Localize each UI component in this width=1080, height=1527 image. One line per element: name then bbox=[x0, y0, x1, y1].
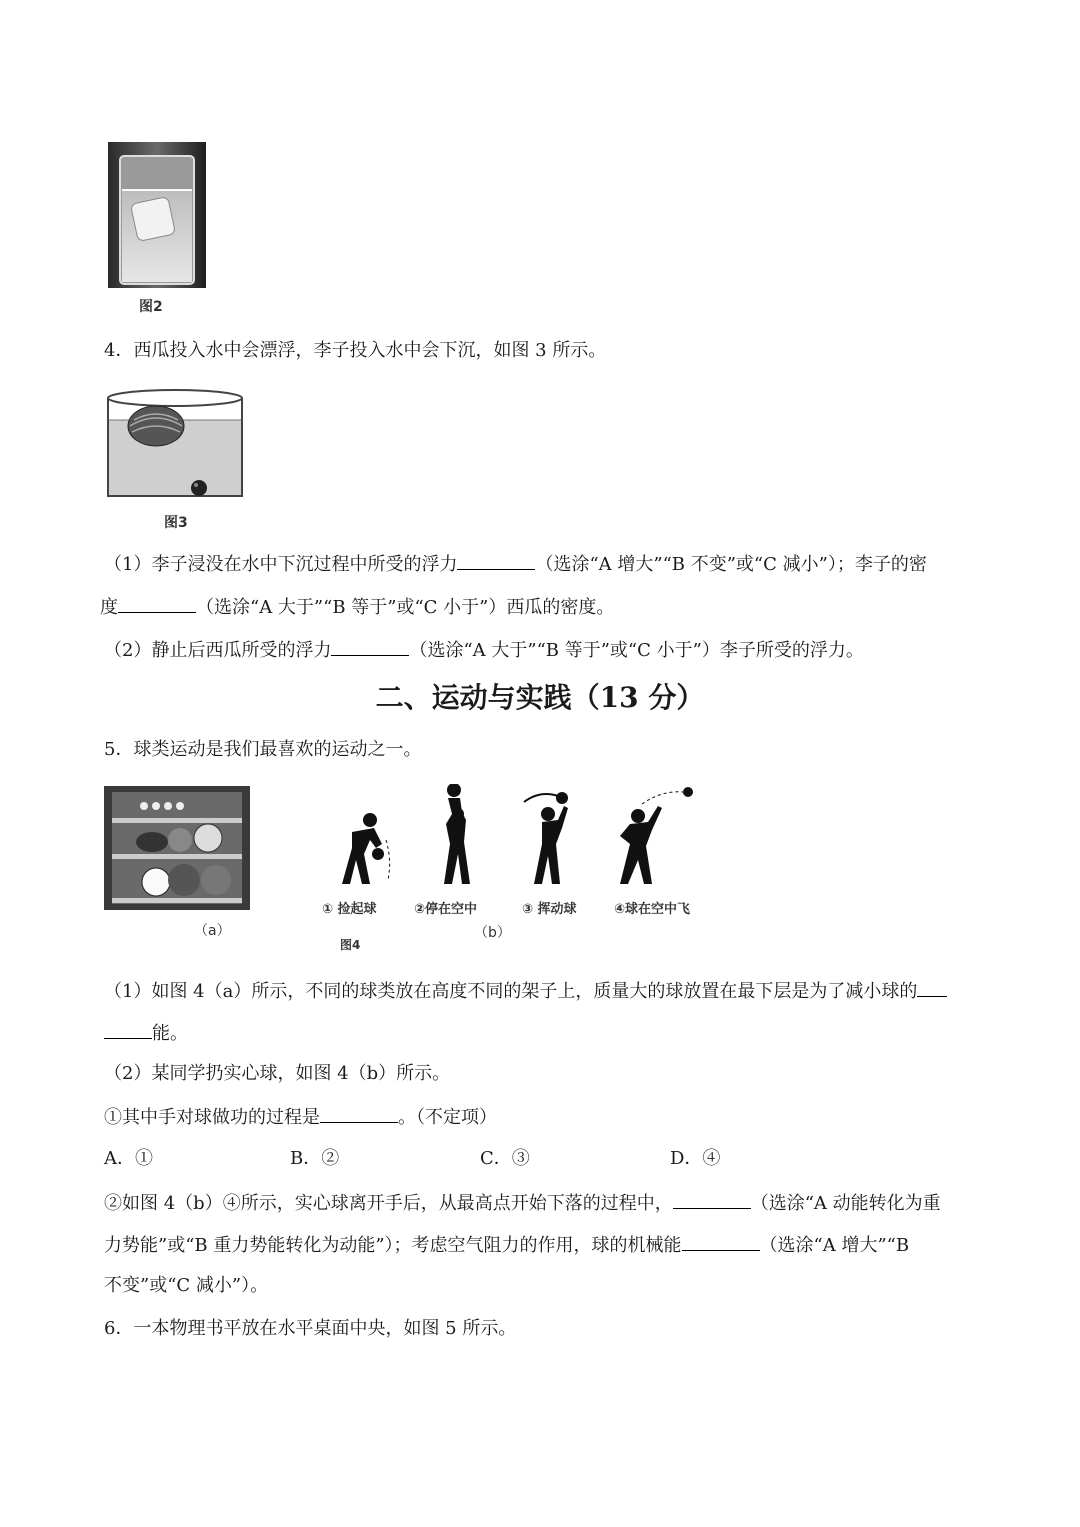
question-5-sub-2-line-3: 不变”或“C 减小”）。 bbox=[104, 1275, 269, 1296]
question-5-stem: 5．球类运动是我们最喜欢的运动之一。 bbox=[104, 739, 422, 760]
question-4-part-1-options-2: （选涂“A 大于”“B 等于”或“C 小于”）西瓜的密度。 bbox=[196, 597, 615, 618]
question-5-sub-2-options-2: （选涂“A 增大”“B bbox=[759, 1235, 910, 1256]
question-5-part-1-line-1 bbox=[104, 978, 947, 1004]
figure-4b-step-4: ④球在空中飞 bbox=[614, 902, 691, 917]
question-5-part-2: （2）某同学扔实心球，如图 4（b）所示。 bbox=[104, 1063, 451, 1084]
section-title: 二、运动与实践（13 分） bbox=[375, 681, 705, 714]
question-4-part-2-options: （选涂“A 大于”“B 等于”或“C 小于”）李子所受的浮力。 bbox=[409, 640, 864, 661]
answer-blank[interactable] bbox=[682, 1232, 760, 1251]
question-5-sub-2-line-1 bbox=[104, 1190, 941, 1216]
question-4-part-2-text: （2）静止后西瓜所受的浮力 bbox=[104, 640, 332, 661]
figure-3-caption: 图3 bbox=[164, 515, 188, 531]
figure-4-caption: 图4 bbox=[340, 938, 361, 952]
question-5-sub-2-options: （选涂“A 动能转化为重 bbox=[750, 1193, 941, 1214]
question-4-part-1-line-2 bbox=[100, 594, 614, 620]
question-5-sub-2-text-cont: 力势能”或“B 重力势能转化为动能”）；考虑空气阻力的作用，球的机械能 bbox=[104, 1235, 682, 1256]
figure-2-caption: 图2 bbox=[139, 299, 163, 315]
question-5-sub-1-text: ①其中手对球做功的过程是 bbox=[104, 1107, 320, 1128]
question-4-part-1-line-1 bbox=[104, 551, 927, 577]
answer-blank-start[interactable] bbox=[917, 978, 947, 997]
question-5-part-1-text-cont: 能。 bbox=[152, 1023, 188, 1044]
question-5-sub-2-text: ②如图 4（b）④所示，实心球离开手后，从最高点开始下落的过程中， bbox=[104, 1193, 673, 1214]
question-5-sub-1-note: 。（不定项） bbox=[398, 1107, 497, 1128]
figure-4b-step-3: ③ 挥动球 bbox=[522, 902, 577, 917]
question-5-sub-1 bbox=[104, 1104, 497, 1130]
figure-4b-label: （b） bbox=[474, 925, 511, 941]
option-a[interactable]: A．① bbox=[104, 1148, 153, 1169]
question-4-part-1-text: （1）李子浸没在水中下沉过程中所受的浮力 bbox=[104, 554, 458, 575]
answer-blank-end[interactable] bbox=[104, 1020, 152, 1039]
option-b[interactable]: B．② bbox=[290, 1148, 340, 1169]
answer-blank[interactable] bbox=[331, 637, 409, 656]
question-5-sub-2-line-2 bbox=[104, 1232, 909, 1258]
question-4-stem: 4．西瓜投入水中会漂浮，李子投入水中会下沉，如图 3 所示。 bbox=[104, 340, 607, 361]
option-d[interactable]: D．④ bbox=[670, 1148, 721, 1169]
question-4-part-1-text-cont: 度 bbox=[100, 597, 118, 618]
question-4-part-2 bbox=[104, 637, 864, 663]
question-4-part-1-options: （选涂“A 增大”“B 不变”或“C 减小”）；李子的密 bbox=[535, 554, 927, 575]
figure-4b-step-2: ②停在空中 bbox=[414, 902, 478, 917]
figure-4b-throw-sequence-image bbox=[312, 784, 722, 896]
figure-4a-shelf-image bbox=[104, 786, 250, 910]
question-6-stem: 6．一本物理书平放在水平桌面中央，如图 5 所示。 bbox=[104, 1318, 517, 1339]
answer-blank[interactable] bbox=[673, 1190, 751, 1209]
figure-2-glass-image bbox=[108, 142, 206, 288]
figure-4b-step-1: ① 捡起球 bbox=[322, 902, 377, 917]
answer-blank[interactable] bbox=[118, 594, 196, 613]
question-5-part-1-line-2 bbox=[104, 1020, 188, 1046]
question-5-part-1-text: （1）如图 4（a）所示，不同的球类放在高度不同的架子上，质量大的球放置在最下层是为了减小球的 bbox=[104, 981, 918, 1002]
figure-3-bowl-image bbox=[104, 380, 246, 506]
answer-blank[interactable] bbox=[320, 1104, 398, 1123]
answer-blank[interactable] bbox=[457, 551, 535, 570]
option-c[interactable]: C．③ bbox=[480, 1148, 530, 1169]
figure-4a-label: （a） bbox=[194, 923, 231, 939]
